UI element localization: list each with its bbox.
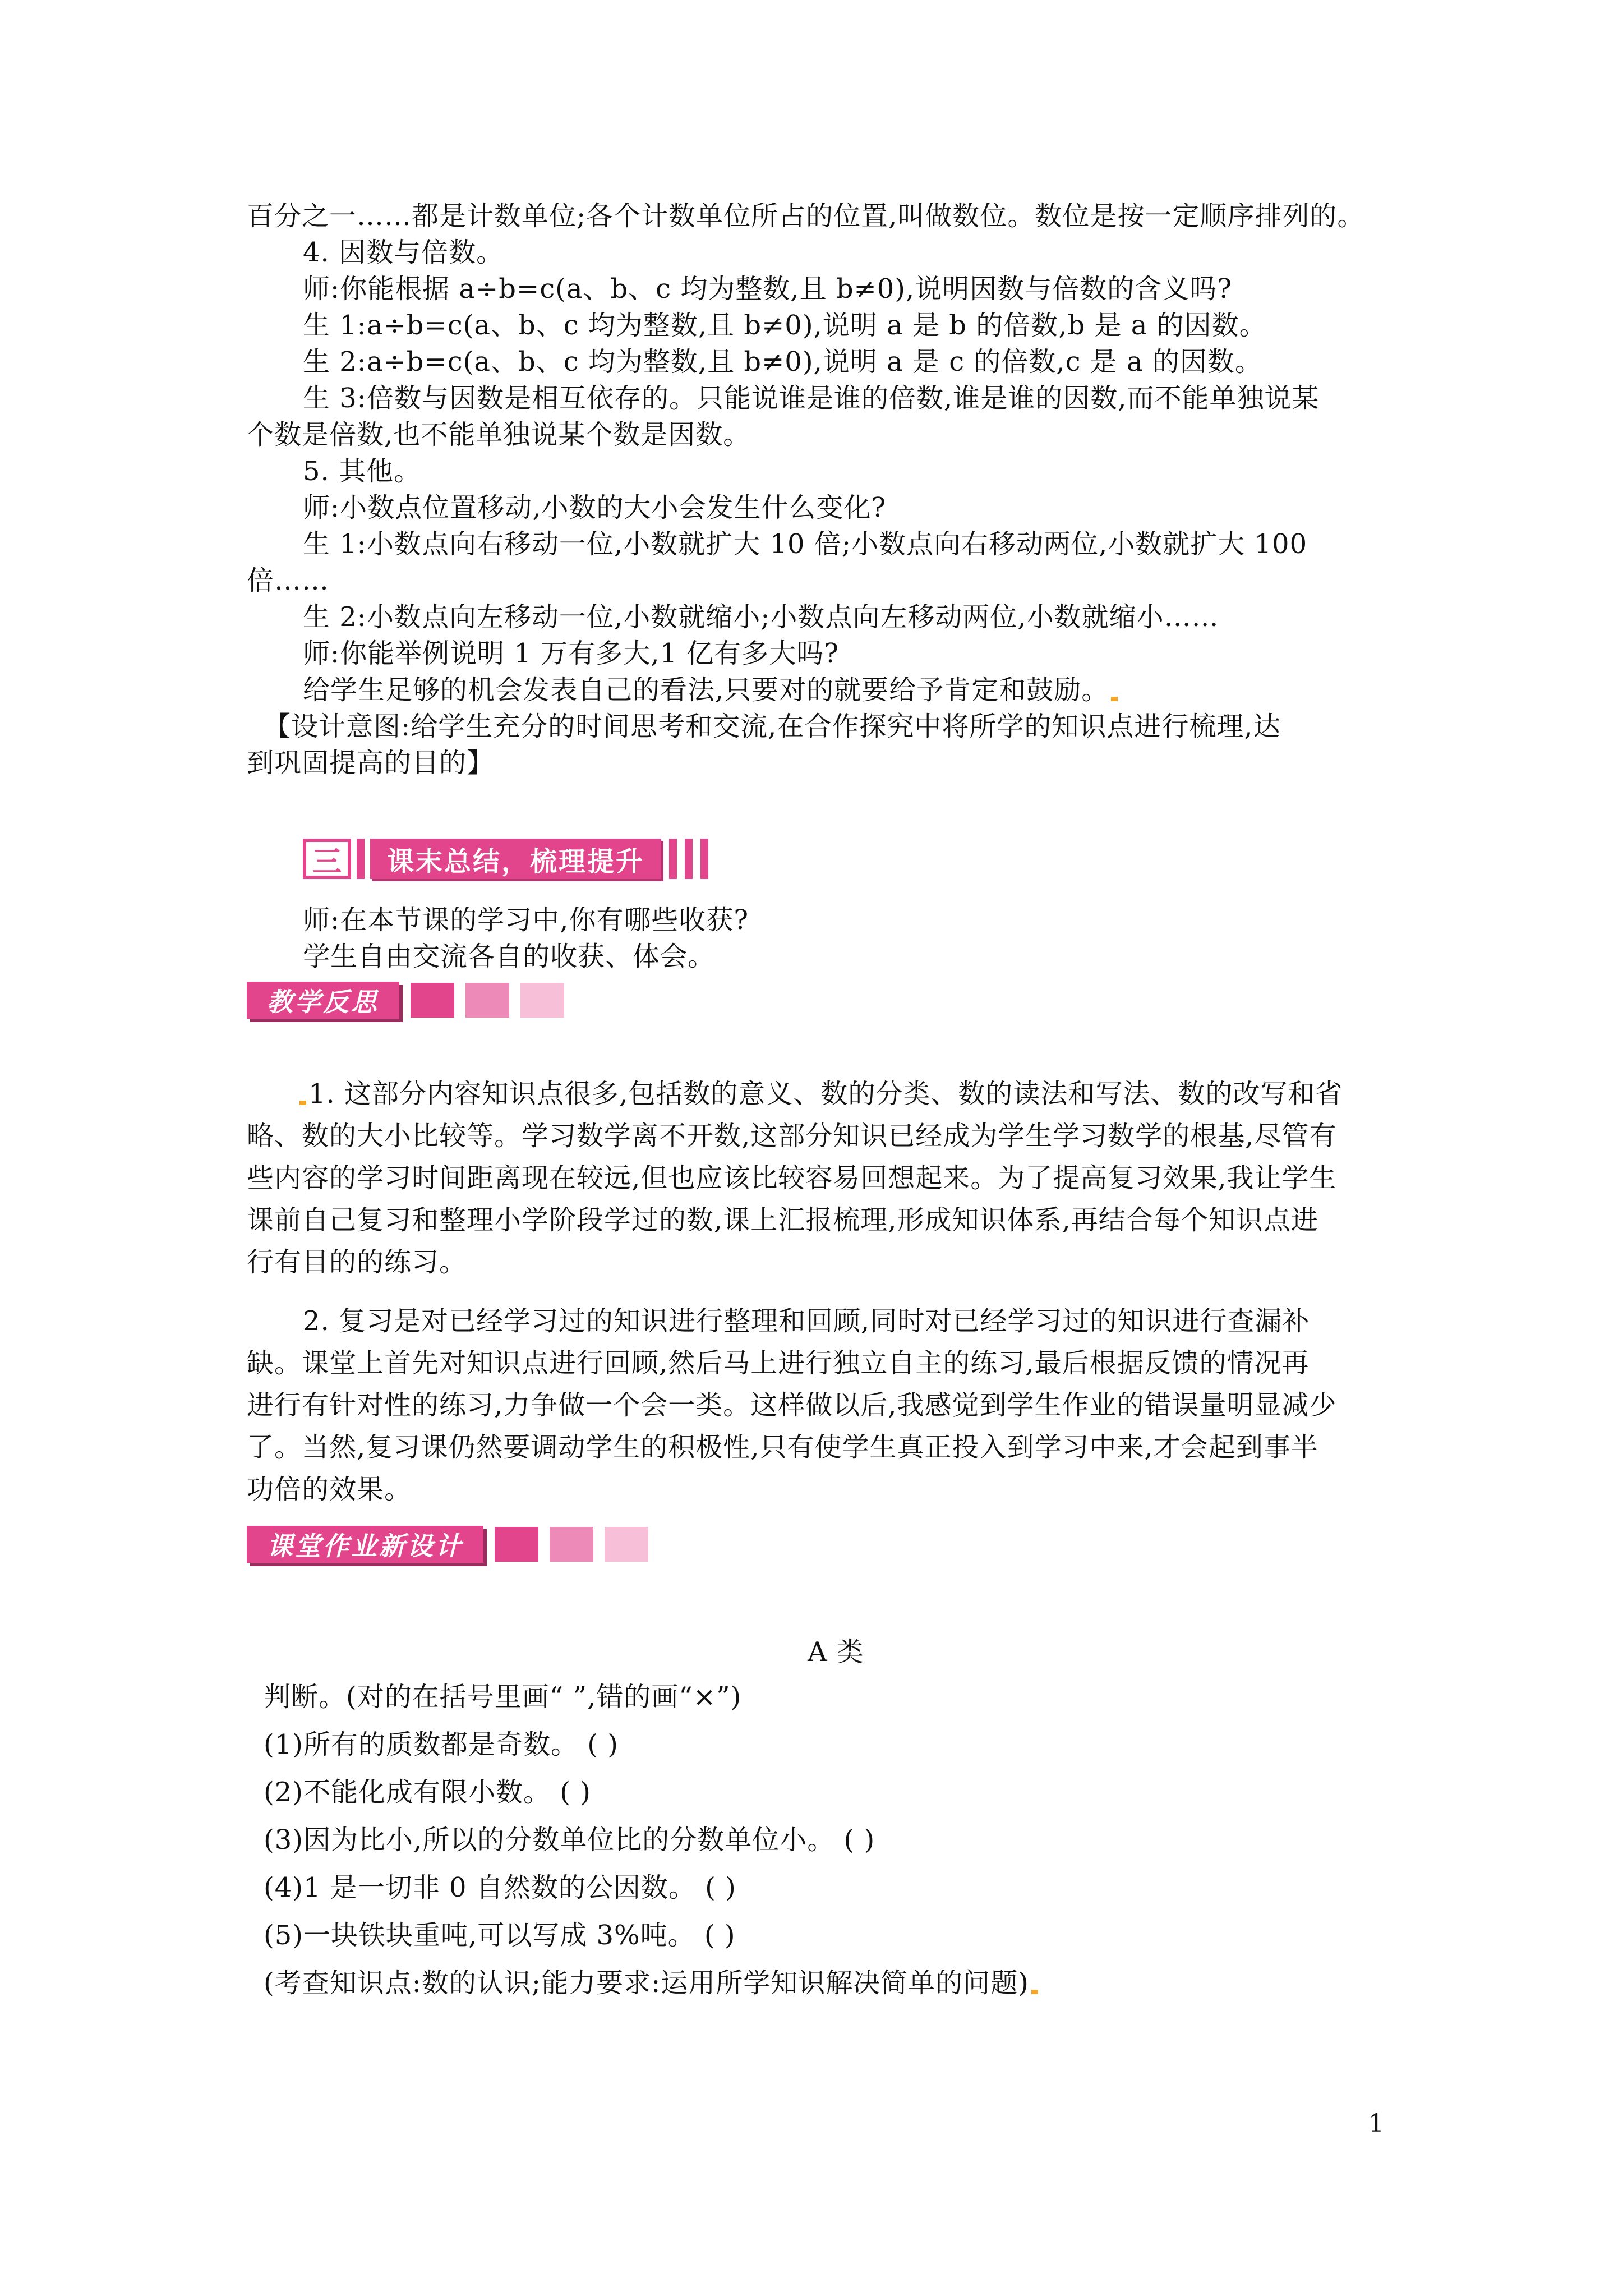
decor-square [495,1527,538,1562]
text-line: 【设计意图:给学生充分的时间思考和交流,在合作探究中将所学的知识点进行梳理,达 [264,711,1281,742]
page-number: 1 [1368,2109,1384,2138]
text-line: 些内容的学习时间距离现在较远,但也应该比较容易回想起来。为了提高复习效果,我让学生 [247,1162,1337,1194]
edit-mark [1111,697,1118,701]
question-line: (5)一块铁块重吨,可以写成 3%吨。 ( ) [264,1920,736,1951]
text-line: 到巩固提高的目的】 [247,747,495,779]
question-line: (2)不能化成有限小数。 ( ) [264,1777,591,1808]
decor-square [520,983,564,1018]
banner-bar [700,839,708,879]
text-line: 了。当然,复习课仍然要调动学生的积极性,只有使学生真正投入到学习中来,才会起到事半 [247,1432,1318,1463]
edit-mark [1031,1990,1038,1994]
section-title: 课末总结，梳理提升 [370,839,661,879]
banner-bar [357,839,365,879]
reflection-heading [247,982,564,1019]
text-line: 课前自己复习和整理小学阶段学过的数,课上汇报梳理,形成知识体系,再结合每个知识点进 [247,1204,1318,1236]
text-line: 倍…… [247,565,330,596]
decor-square [605,1527,648,1562]
text-line: 百分之一……都是计数单位;各个计数单位所占的位置,叫做数位。数位是按一定顺序排列的。 [247,200,1365,232]
text-line: 5. 其他。 [303,455,422,487]
text-line: 4. 因数与倍数。 [303,237,504,268]
question-line: (考查知识点:数的认识;能力要求:运用所学知识解决简单的问题) [264,1966,1040,2000]
question-line: 判断。(对的在括号里画“ ”,错的画“×”) [264,1681,742,1713]
text-line: 生 2:小数点向左移动一位,小数就缩小;小数点向左移动两位,小数就缩小…… [303,601,1219,633]
text-line: 生 1:小数点向右移动一位,小数就扩大 10 倍;小数点向右移动两位,小数就扩大 100 [303,528,1308,560]
text-line: 1. 这部分内容知识点很多,包括数的意义、数的分类、数的读法和写法、数的改写和省 [297,1077,1343,1111]
text-line: 进行有针对性的练习,力争做一个会一类。这样做以后,我感觉到学生作业的错误量明显减少 [247,1389,1337,1421]
text-line: 功倍的效果。 [247,1474,412,1505]
banner-bar [669,839,677,879]
text-line: 生 3:倍数与因数是相互依存的。只能说谁是谁的倍数,谁是谁的因数,而不能单独说某 [303,383,1320,414]
text-line: 学生自由交流各自的收获、体会。 [303,941,716,972]
text-line: 师:小数点位置移动,小数的大小会发生什么变化? [303,492,887,523]
reflection-label: 教学反思 [247,982,399,1019]
section-banner [303,839,708,879]
decor-square [411,983,454,1018]
question-line: (1)所有的质数都是奇数。 ( ) [264,1729,619,1760]
text-line: 给学生足够的机会发表自己的看法,只要对的就要给予肯定和鼓励。 [303,673,1120,707]
decor-square [465,983,509,1018]
text-line: 生 2:a÷b=c(a、b、c 均为整数,且 b≠0),说明 a 是 c 的倍数,c 是 a 的因数。 [303,346,1262,378]
banner-bar [685,839,693,879]
homework-heading [247,1526,648,1563]
section-number: 三 [303,839,351,879]
question-line: (3)因为比小,所以的分数单位比的分数单位小。 ( ) [264,1824,875,1856]
question-line: (4)1 是一切非 0 自然数的公因数。 ( ) [264,1872,736,1903]
category-title: A 类 [808,1636,864,1668]
text-line: 师:在本节课的学习中,你有哪些收获? [303,904,749,936]
text-line: 缺。课堂上首先对知识点进行回顾,然后马上进行独立自主的练习,最后根据反馈的情况再 [247,1347,1310,1379]
text-line: 生 1:a÷b=c(a、b、c 均为整数,且 b≠0),说明 a 是 b 的倍数,b 是 a 的因数。 [303,310,1267,341]
edit-mark [299,1101,306,1105]
text-line: 2. 复习是对已经学习过的知识进行整理和回顾,同时对已经学习过的知识进行查漏补 [303,1305,1310,1337]
decor-square [550,1527,593,1562]
text-line: 师:你能举例说明 1 万有多大,1 亿有多大吗? [303,638,840,669]
text-line: 个数是倍数,也不能单独说某个数是因数。 [247,419,751,450]
homework-label: 课堂作业新设计 [247,1526,483,1563]
text-line: 行有目的的练习。 [247,1246,467,1278]
text-line: 略、数的大小比较等。学习数学离不开数,这部分知识已经成为学生学习数学的根基,尽管有 [247,1120,1337,1152]
text-line: 师:你能根据 a÷b=c(a、b、c 均为整数,且 b≠0),说明因数与倍数的含义吗? [303,273,1233,305]
